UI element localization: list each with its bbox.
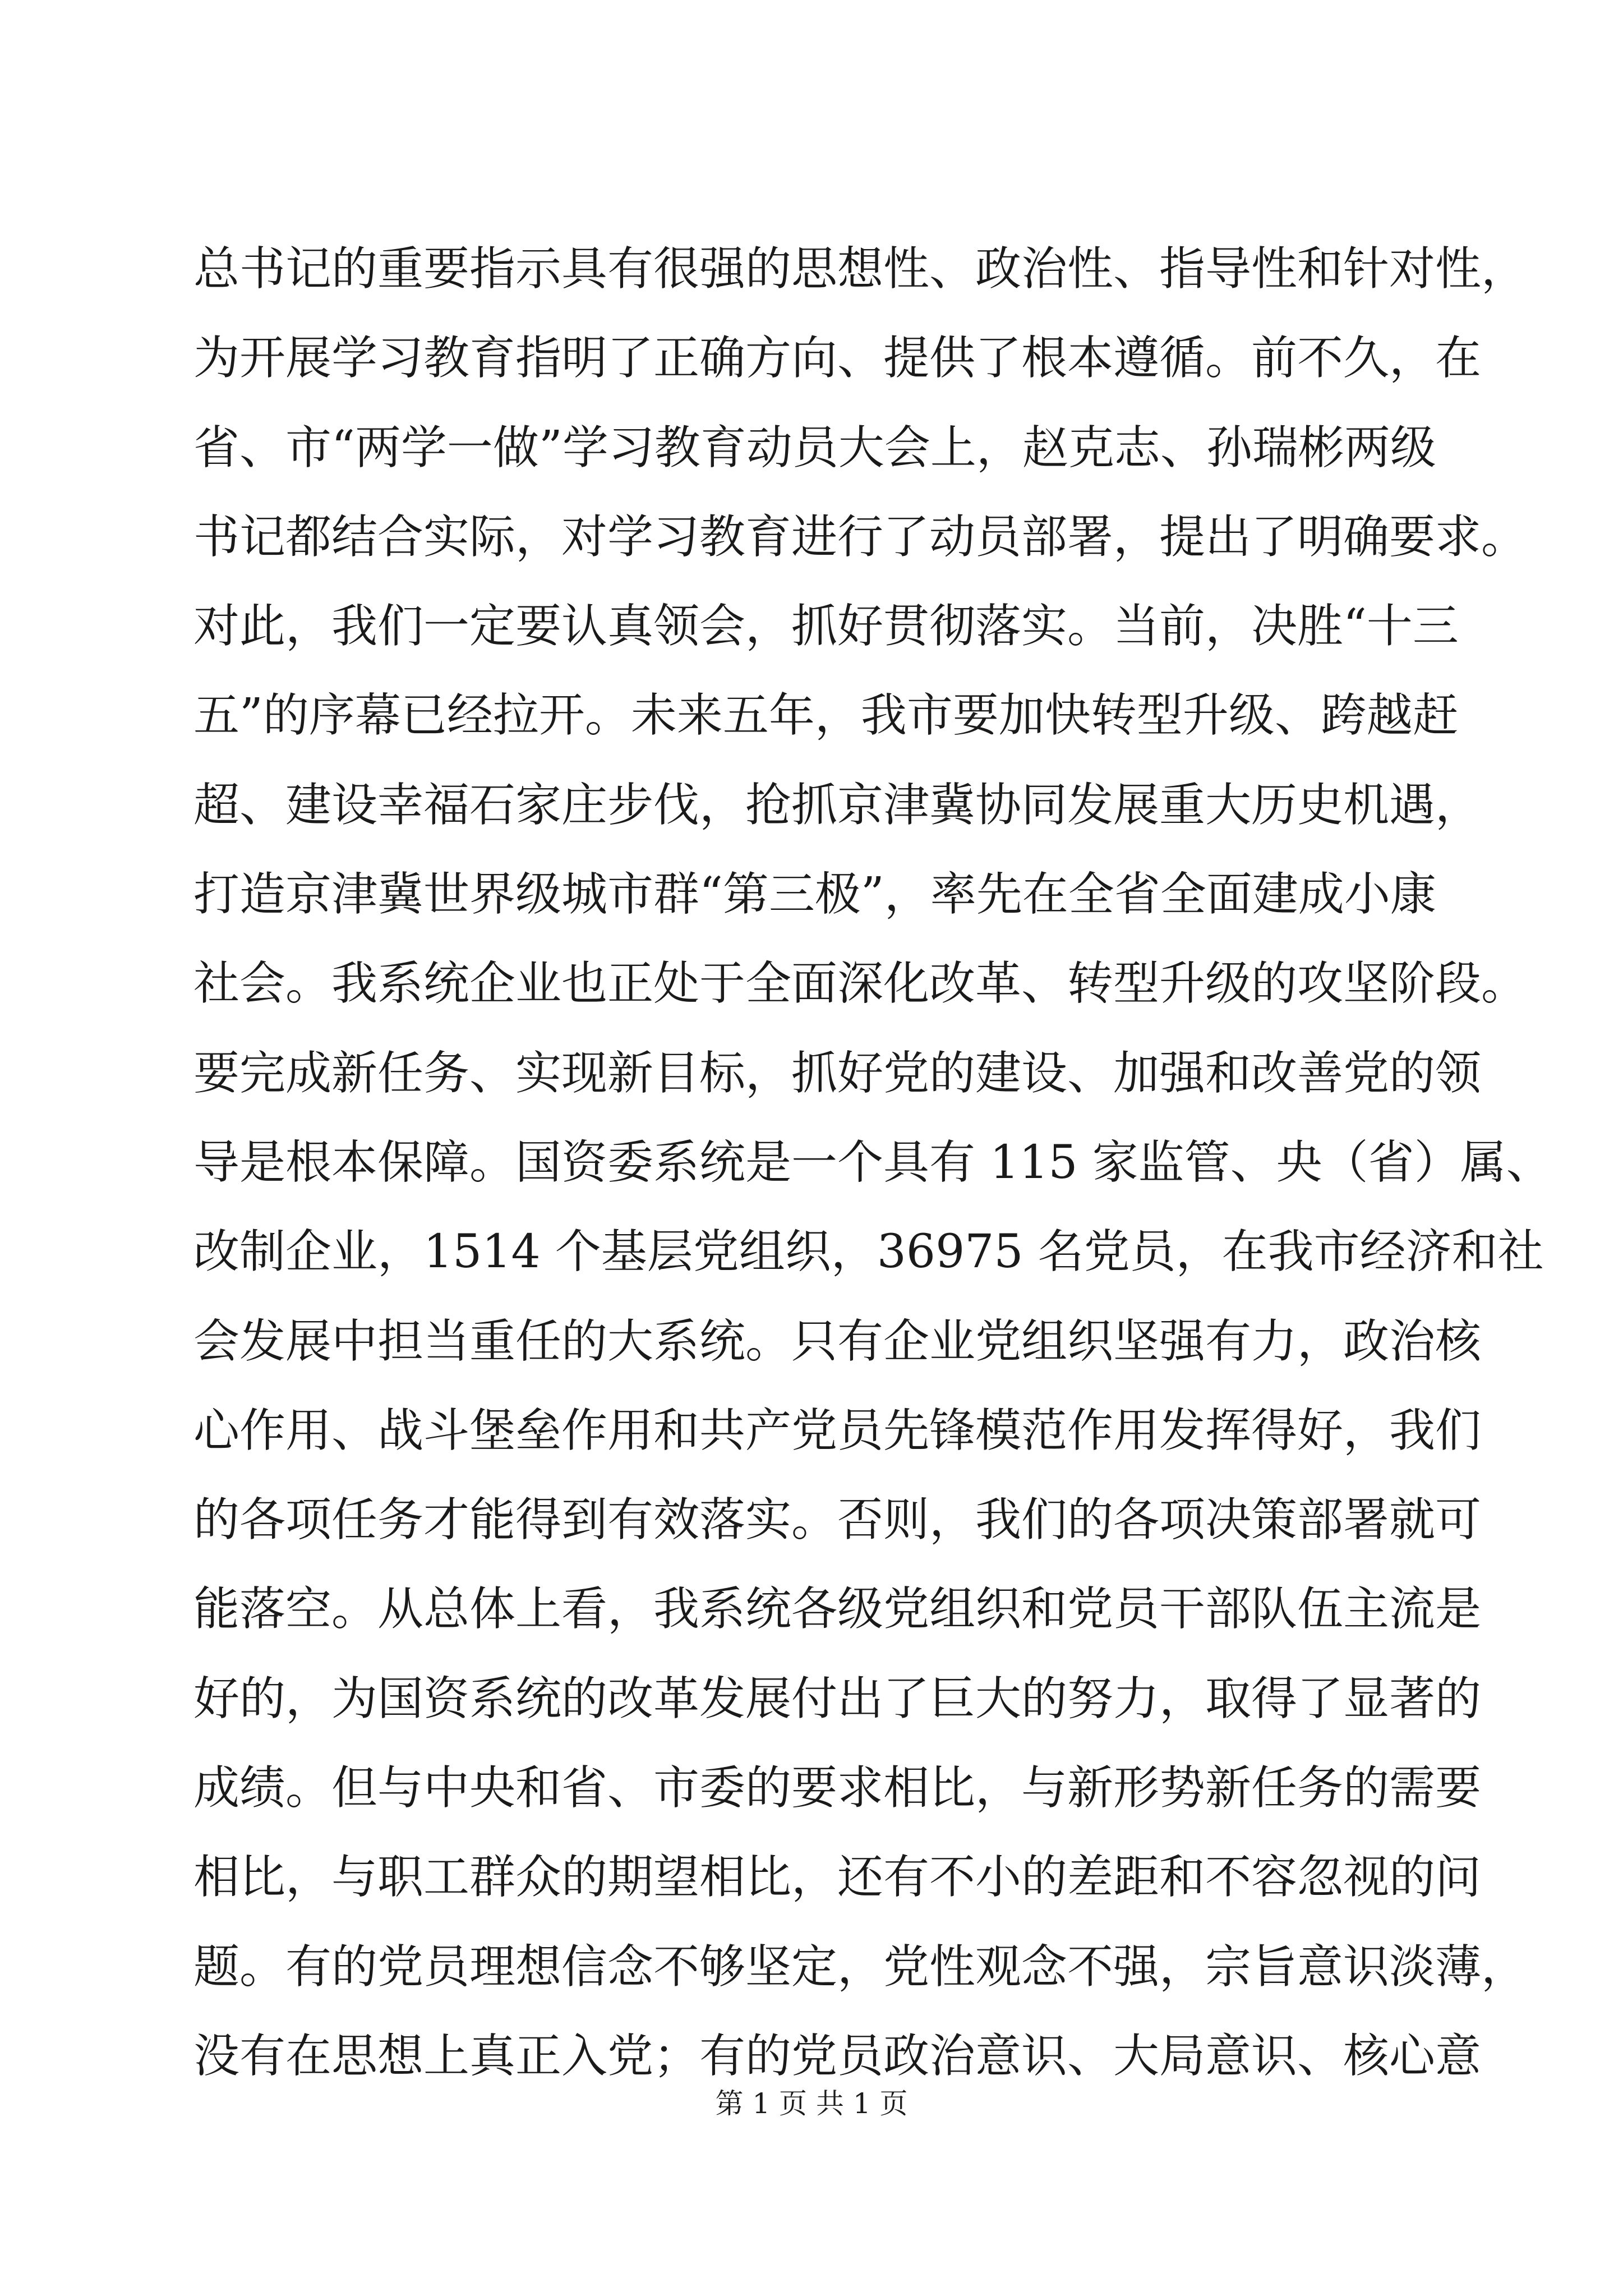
- text-line: 会发展中担当重任的大系统。只有企业党组织坚强有力，政治核: [193, 1314, 1482, 1368]
- text-line: 改制企业，1514 个基层党组织，36975 名党员，在我市经济和社: [193, 1225, 1544, 1279]
- text-line: 超、建设幸福石家庄步伐，抢抓京津冀协同发展重大历史机遇，: [193, 778, 1482, 832]
- text-line: 要完成新任务、实现新目标，抓好党的建设、加强和改善党的领: [193, 1046, 1482, 1100]
- text-line: 题。有的党员理想信念不够坚定，党性观念不强，宗旨意识淡薄，: [193, 1940, 1528, 1994]
- text-line: 总书记的重要指示具有很强的思想性、政治性、指导性和针对性，: [193, 242, 1528, 296]
- text-line: 五”的序幕已经拉开。未来五年，我市要加快转型升级、跨越赶: [193, 689, 1459, 743]
- page-number-footer: 第 1 页 共 1 页: [715, 2087, 908, 2120]
- text-line: 没有在思想上真正入党；有的党员政治意识、大局意识、核心意: [193, 2029, 1482, 2083]
- text-line: 为开展学习教育指明了正确方向、提供了根本遵循。前不久，在: [193, 332, 1482, 385]
- text-line: 的各项任务才能得到有效落实。否则，我们的各项决策部署就可: [193, 1493, 1482, 1547]
- text-line: 书记都结合实际，对学习教育进行了动员部署，提出了明确要求。: [193, 510, 1528, 564]
- text-line: 对此，我们一定要认真领会，抓好贯彻落实。当前，决胜“十三: [193, 600, 1459, 654]
- text-line: 省、市“两学一做”学习教育动员大会上，赵克志、孙瑞彬两级: [193, 421, 1436, 475]
- text-line: 相比，与职工群众的期望相比，还有不小的差距和不容忽视的问: [193, 1851, 1482, 1904]
- text-line: 能落空。从总体上看，我系统各级党组织和党员干部队伍主流是: [193, 1582, 1482, 1636]
- text-line: 导是根本保障。国资委系统是一个具有 115 家监管、央（省）属、: [193, 1135, 1552, 1189]
- text-line: 社会。我系统企业也正处于全面深化改革、转型升级的攻坚阶段。: [193, 957, 1528, 1011]
- text-line: 成绩。但与中央和省、市委的要求相比，与新形势新任务的需要: [193, 1761, 1482, 1815]
- text-line: 好的，为国资系统的改革发展付出了巨大的努力，取得了显著的: [193, 1672, 1482, 1726]
- text-line: 打造京津冀世界级城市群“第三极”，率先在全省全面建成小康: [193, 868, 1436, 922]
- body-paragraph: [193, 224, 1552, 2101]
- text-line: 心作用、战斗堡垒作用和共产党员先锋模范作用发挥得好，我们: [193, 1404, 1482, 1457]
